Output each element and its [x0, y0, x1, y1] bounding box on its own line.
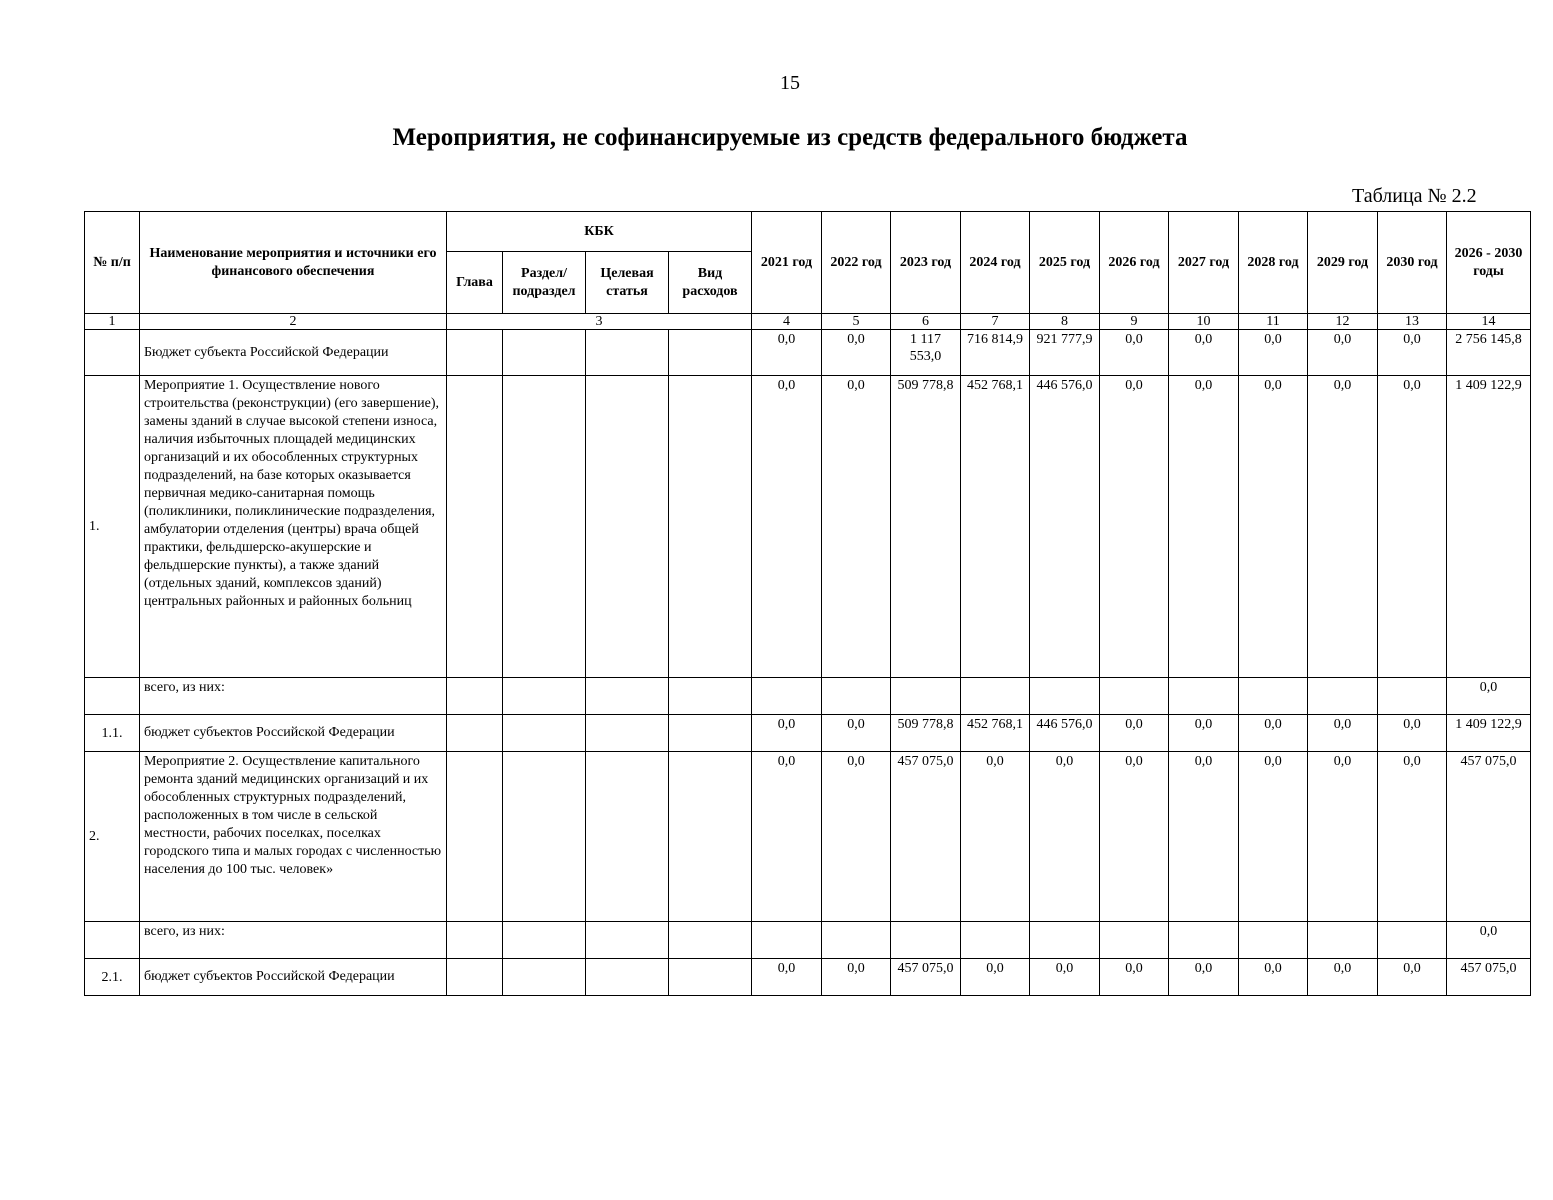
- column-number: 5: [822, 314, 891, 330]
- header-kbk-chapter: Глава: [447, 252, 503, 314]
- value-cell: 0,0: [1030, 959, 1100, 996]
- value-cell: 0,0: [752, 959, 822, 996]
- header-year: 2030 год: [1378, 212, 1447, 314]
- row-name: бюджет субъектов Российской Федерации: [140, 715, 447, 752]
- row-number: 1.: [85, 376, 140, 678]
- kbk-cell: [586, 330, 669, 376]
- row-name: Мероприятие 1. Осуществление нового строительства (реконструкции) (его завершение), замены зданий в случае высокой степени износа, наличия избыточных площадей медицинских организаций и их обособленных структурных подразделений, на базе которых оказывается первичная медико-санитарная помощь (поликлиники, поликлинические подразделения, амбулатории отделения (центры) врача общей практики, фельдшерско-акушерские и фельдшерские пункты), а также зданий (отдельных зданий, комплексов зданий) центральных районных и районных больниц: [140, 376, 447, 678]
- kbk-cell: [503, 752, 586, 922]
- column-number: 6: [891, 314, 961, 330]
- header-kbk: КБК: [447, 212, 752, 252]
- value-cell: 0,0: [1239, 376, 1308, 678]
- budget-table: [84, 211, 1531, 996]
- value-cell: 0,0: [822, 959, 891, 996]
- value-cell: [1378, 678, 1447, 715]
- table-row: [85, 678, 1531, 715]
- column-number: 1: [85, 314, 140, 330]
- header-total: 2026 - 2030 годы: [1447, 212, 1531, 314]
- value-cell: 0,0: [961, 752, 1030, 922]
- value-cell: [1239, 678, 1308, 715]
- value-cell: 457 075,0: [891, 959, 961, 996]
- value-cell: [1239, 922, 1308, 959]
- value-cell: 446 576,0: [1030, 376, 1100, 678]
- value-cell: [1169, 678, 1239, 715]
- value-cell: [1308, 922, 1378, 959]
- table-row: [85, 715, 1531, 752]
- column-number: 12: [1308, 314, 1378, 330]
- kbk-cell: [503, 678, 586, 715]
- value-cell: [1100, 678, 1169, 715]
- value-cell: 0,0: [1308, 330, 1378, 376]
- value-cell: 0,0: [1169, 330, 1239, 376]
- kbk-cell: [669, 678, 752, 715]
- header-year: 2027 год: [1169, 212, 1239, 314]
- value-cell: 0,0: [752, 330, 822, 376]
- header-num: № п/п: [85, 212, 140, 314]
- column-number: 4: [752, 314, 822, 330]
- column-numbers-row: [85, 314, 1531, 330]
- value-cell: [961, 922, 1030, 959]
- row-name: всего, из них:: [140, 922, 447, 959]
- row-number: 2.: [85, 752, 140, 922]
- value-cell: 0,0: [1308, 752, 1378, 922]
- value-cell: 0,0: [1100, 376, 1169, 678]
- value-cell: 716 814,9: [961, 330, 1030, 376]
- value-cell: [822, 678, 891, 715]
- value-cell: 1 117 553,0: [891, 330, 961, 376]
- value-cell: 0,0: [1378, 376, 1447, 678]
- value-cell: 0,0: [822, 330, 891, 376]
- value-cell: 0,0: [1030, 752, 1100, 922]
- row-number: 2.1.: [85, 959, 140, 996]
- value-cell: 452 768,1: [961, 376, 1030, 678]
- column-number: 3: [447, 314, 752, 330]
- table-row: [85, 922, 1531, 959]
- table-row: [85, 330, 1531, 376]
- column-number: 10: [1169, 314, 1239, 330]
- row-name: всего, из них:: [140, 678, 447, 715]
- column-number: 8: [1030, 314, 1100, 330]
- total-cell: 457 075,0: [1447, 752, 1531, 922]
- kbk-cell: [447, 376, 503, 678]
- table-row: [85, 959, 1531, 996]
- value-cell: 0,0: [822, 752, 891, 922]
- column-number: 11: [1239, 314, 1308, 330]
- header-year: 2026 год: [1100, 212, 1169, 314]
- header-year: 2028 год: [1239, 212, 1308, 314]
- value-cell: 0,0: [1169, 715, 1239, 752]
- value-cell: [1378, 922, 1447, 959]
- value-cell: 0,0: [1100, 959, 1169, 996]
- kbk-cell: [586, 752, 669, 922]
- kbk-cell: [447, 922, 503, 959]
- column-number: 7: [961, 314, 1030, 330]
- value-cell: 457 075,0: [891, 752, 961, 922]
- value-cell: 509 778,8: [891, 715, 961, 752]
- total-cell: 0,0: [1447, 678, 1531, 715]
- total-cell: 1 409 122,9: [1447, 715, 1531, 752]
- value-cell: 0,0: [752, 752, 822, 922]
- value-cell: 0,0: [1308, 376, 1378, 678]
- total-cell: 0,0: [1447, 922, 1531, 959]
- value-cell: 0,0: [1239, 715, 1308, 752]
- total-cell: 1 409 122,9: [1447, 376, 1531, 678]
- row-number: 1.1.: [85, 715, 140, 752]
- header-kbk-section: Раздел/ подраздел: [503, 252, 586, 314]
- table-row: [85, 752, 1531, 922]
- value-cell: 0,0: [1308, 959, 1378, 996]
- value-cell: [752, 678, 822, 715]
- header-year: 2029 год: [1308, 212, 1378, 314]
- value-cell: 0,0: [822, 715, 891, 752]
- kbk-cell: [447, 959, 503, 996]
- header-kbk-target: Целевая статья: [586, 252, 669, 314]
- value-cell: 0,0: [1169, 752, 1239, 922]
- value-cell: [822, 922, 891, 959]
- value-cell: [1030, 678, 1100, 715]
- value-cell: 0,0: [1100, 330, 1169, 376]
- column-number: 9: [1100, 314, 1169, 330]
- kbk-cell: [669, 752, 752, 922]
- page-title: Мероприятия, не софинансируемые из средств федерального бюджета: [392, 124, 1188, 151]
- value-cell: [891, 678, 961, 715]
- column-number: 13: [1378, 314, 1447, 330]
- header-kbk-expense-type: Вид расходов: [669, 252, 752, 314]
- column-number: 2: [140, 314, 447, 330]
- value-cell: 0,0: [752, 715, 822, 752]
- value-cell: 921 777,9: [1030, 330, 1100, 376]
- value-cell: [1100, 922, 1169, 959]
- value-cell: 0,0: [1239, 330, 1308, 376]
- kbk-cell: [586, 678, 669, 715]
- total-cell: 2 756 145,8: [1447, 330, 1531, 376]
- value-cell: 0,0: [1100, 715, 1169, 752]
- value-cell: 0,0: [1378, 330, 1447, 376]
- kbk-cell: [503, 330, 586, 376]
- value-cell: 0,0: [1378, 959, 1447, 996]
- header-name: Наименование мероприятия и источники его финансового обеспечения: [140, 212, 447, 314]
- value-cell: [752, 922, 822, 959]
- header-year: 2024 год: [961, 212, 1030, 314]
- value-cell: 0,0: [1169, 959, 1239, 996]
- kbk-cell: [447, 715, 503, 752]
- value-cell: 0,0: [961, 959, 1030, 996]
- value-cell: 446 576,0: [1030, 715, 1100, 752]
- value-cell: [1030, 922, 1100, 959]
- kbk-cell: [586, 922, 669, 959]
- value-cell: 0,0: [1308, 715, 1378, 752]
- kbk-cell: [586, 376, 669, 678]
- header-year: 2025 год: [1030, 212, 1100, 314]
- total-cell: 457 075,0: [1447, 959, 1531, 996]
- value-cell: 0,0: [822, 376, 891, 678]
- value-cell: [961, 678, 1030, 715]
- page-number: 15: [780, 72, 800, 94]
- kbk-cell: [586, 959, 669, 996]
- header-year: 2023 год: [891, 212, 961, 314]
- table-caption: Таблица № 2.2: [1352, 185, 1477, 207]
- header-year: 2022 год: [822, 212, 891, 314]
- row-name: Мероприятие 2. Осуществление капитального ремонта зданий медицинских организаций и их обособленных структурных подразделений, расположенных в том числе в сельской местности, рабочих поселках, поселках городского типа и малых городах с численностью населения до 100 тыс. человек»: [140, 752, 447, 922]
- kbk-cell: [503, 922, 586, 959]
- kbk-cell: [447, 330, 503, 376]
- value-cell: 0,0: [1239, 959, 1308, 996]
- row-number: [85, 678, 140, 715]
- kbk-cell: [447, 752, 503, 922]
- value-cell: 0,0: [1378, 752, 1447, 922]
- kbk-cell: [669, 715, 752, 752]
- value-cell: [1169, 922, 1239, 959]
- kbk-cell: [447, 678, 503, 715]
- table-row: [85, 376, 1531, 678]
- value-cell: 0,0: [1100, 752, 1169, 922]
- row-number: [85, 330, 140, 376]
- value-cell: [1308, 678, 1378, 715]
- value-cell: 452 768,1: [961, 715, 1030, 752]
- value-cell: 0,0: [1169, 376, 1239, 678]
- header-year: 2021 год: [752, 212, 822, 314]
- value-cell: 0,0: [752, 376, 822, 678]
- row-number: [85, 922, 140, 959]
- value-cell: [891, 922, 961, 959]
- kbk-cell: [586, 715, 669, 752]
- value-cell: 509 778,8: [891, 376, 961, 678]
- row-name: бюджет субъектов Российской Федерации: [140, 959, 447, 996]
- value-cell: 0,0: [1239, 752, 1308, 922]
- kbk-cell: [503, 715, 586, 752]
- kbk-cell: [669, 330, 752, 376]
- column-number: 14: [1447, 314, 1531, 330]
- value-cell: 0,0: [1378, 715, 1447, 752]
- kbk-cell: [669, 922, 752, 959]
- kbk-cell: [503, 959, 586, 996]
- kbk-cell: [669, 376, 752, 678]
- kbk-cell: [503, 376, 586, 678]
- kbk-cell: [669, 959, 752, 996]
- row-name: Бюджет субъекта Российской Федерации: [140, 330, 447, 376]
